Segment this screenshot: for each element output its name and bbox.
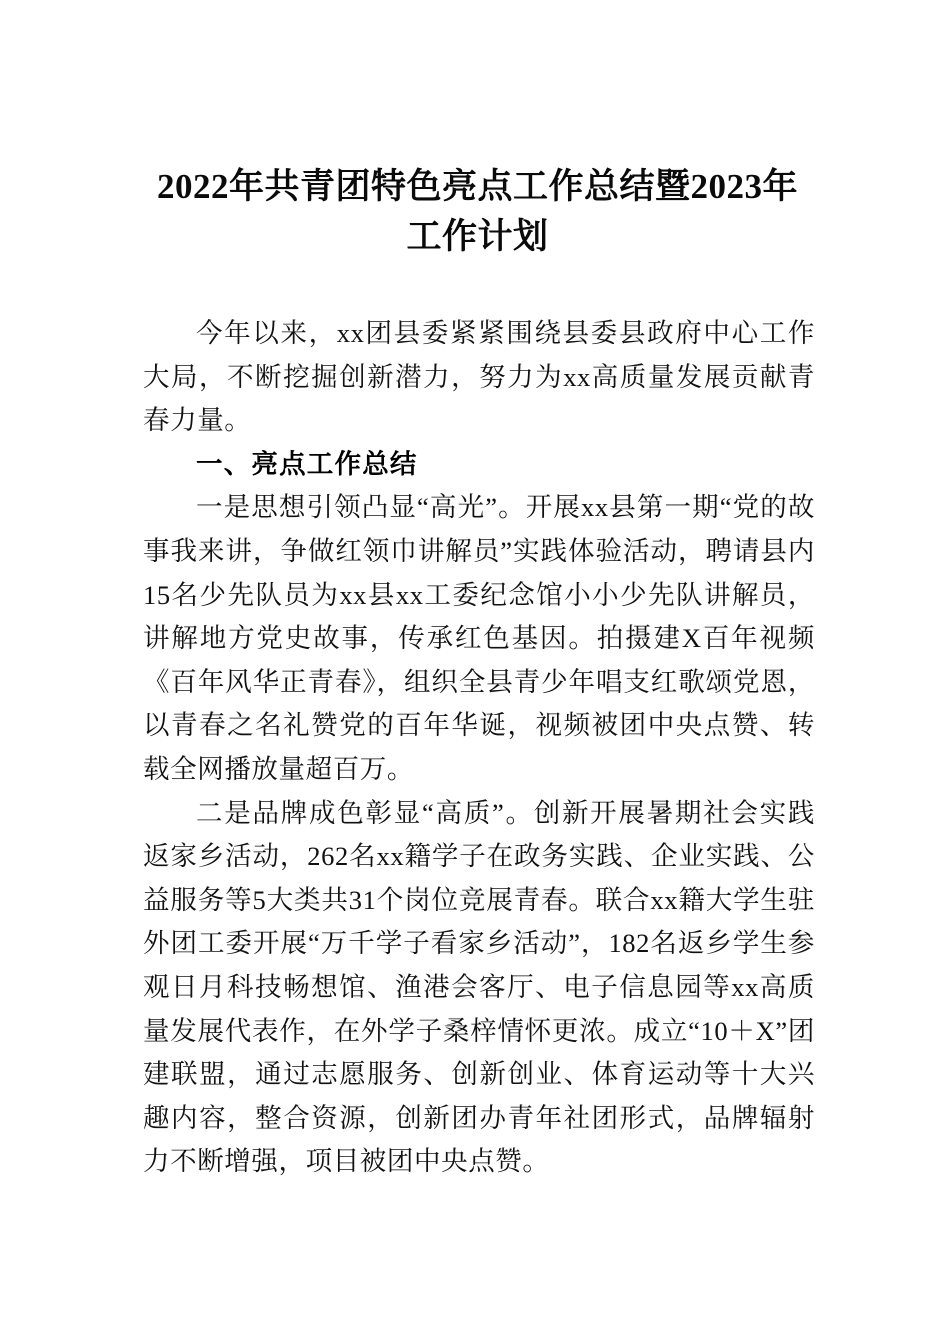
document-body [143, 312, 815, 1184]
section-heading-1: 一、亮点工作总结 [196, 448, 418, 479]
page-title-line-1: 2022年共青团特色亮点工作总结暨2023年 [156, 167, 798, 206]
page-title-line-2: 工作计划 [406, 217, 549, 256]
page-title [143, 162, 812, 262]
paragraph-point-1: 一是思想引领凸显“高光”。开展xx县第一期“党的故事我来讲，争做红领巾讲解员”实践体验活动，聘请县内15名少先队员为xx县xx工委纪念馆小小少先队讲解员，讲解地方党史故事，传承红色基因。拍摄建X百年视频《百年风华正青春》，组织全县青少年唱支红歌颂党恩，以青春之名礼赞党的百年华诞，视频被团中央点赞、转载全网播放量超百万。 [143, 492, 815, 784]
paragraph-point-2: 二是品牌成色彰显“高质”。创新开展暑期社会实践返家乡活动，262名xx籍学子在政务实践、企业实践、公益服务等5大类共31个岗位竞展青春。联合xx籍大学生驻外团工委开展“万千学子看家乡活动”，182名返乡学生参观日月科技畅想馆、渔港会客厅、电子信息园等xx高质量发展代表作，在外学子桑梓情怀更浓。成立“10＋X”团建联盟，通过志愿服务、创新创业、体育运动等十大兴趣内容，整合资源，创新团办青年社团形式，品牌辐射力不断增强，项目被团中央点赞。 [143, 797, 815, 1177]
paragraph-intro: 今年以来，xx团县委紧紧围绕县委县政府中心工作大局，不断挖掘创新潜力，努力为xx高质量发展贡献青春力量。 [143, 318, 815, 436]
